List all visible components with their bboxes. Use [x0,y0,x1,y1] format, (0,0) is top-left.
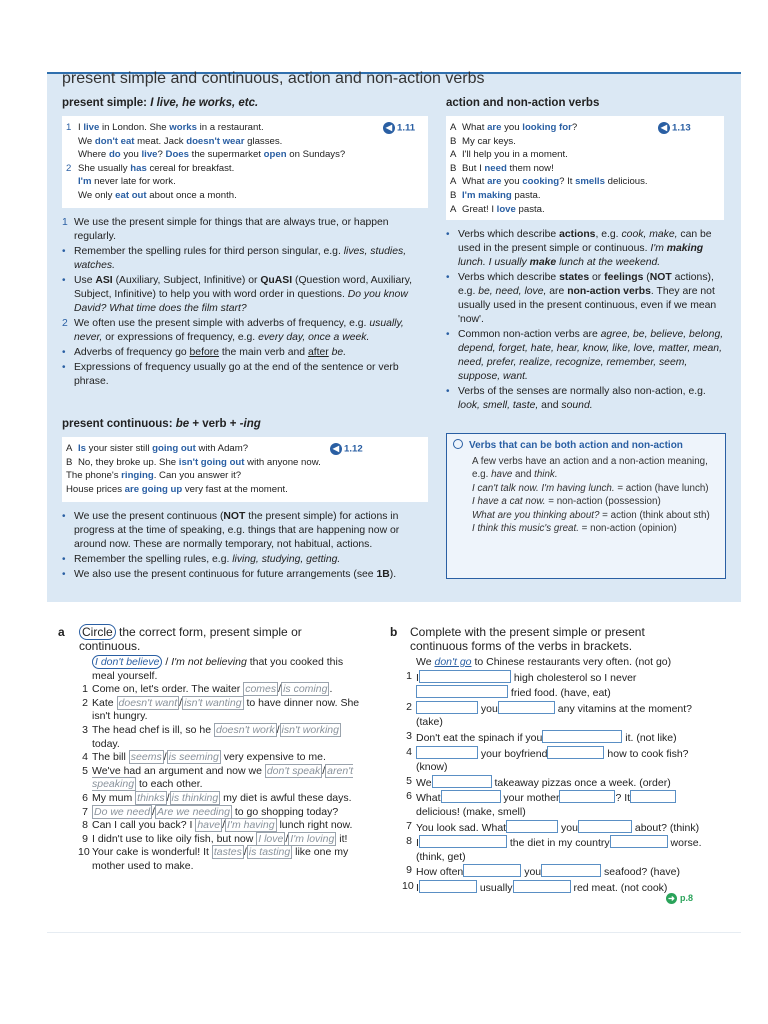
exercise-a-item: 9 I didn't use to like oily fish, but now I love / I'm loving it! [82,832,348,845]
option-2[interactable]: is seeming [168,751,219,764]
option-2[interactable]: isn't working [281,723,339,736]
present-continuous-rules [62,510,430,583]
present-continuous-heading: present continuous: be + verb + -ing [62,418,261,430]
option-2[interactable]: is thinking [171,791,219,804]
option-1[interactable]: have [197,819,221,832]
example-line: We don't eat meat. Jack doesn't wear glasses. [78,135,283,147]
option-1[interactable]: don't speak [266,764,321,777]
rule-item: 1 We use the present simple for things that are always true, or happen regularly. [62,217,389,242]
exercise-b-instructions: b Complete with the present simple or present continuous forms of the verbs in brackets. [390,625,645,654]
example-line: A Is your sister still going out with Adam? [66,443,249,454]
answer-blank[interactable] [547,746,604,759]
exercise-a-instructions: a Circle the correct form, present simple or continuous. [58,625,302,654]
info-box-action-non-action [446,433,726,579]
audio-track-1-12[interactable]: ◀ 1.12 [330,443,363,455]
answer-blank[interactable] [498,701,555,714]
answer-blank[interactable] [610,835,668,848]
exercise-b-item: 9 How often you seafood? (have) [406,864,680,879]
exercise-b-items [402,656,702,896]
exercise-a-item: 6 My mum thinks / is thinking my diet is awful these days. [82,791,352,804]
speaker-icon: ◀ [658,122,670,134]
exercise-a-item: 2 Kate doesn't want / isn't wanting to have dinner now. She isn't hungry. [82,696,360,723]
option-1[interactable]: tastes [213,846,242,859]
exercise-a-items [78,656,368,874]
present-simple-examples [66,121,345,203]
answer-blank[interactable] [559,790,615,803]
example-line: We only eat out about once a month. [78,189,237,201]
exercise-a-item: 4 The bill seems / is seeming very expensive to me. [82,751,326,764]
exercise-a-item: 10 Your cake is wonderful! It tastes / is tasting like one my mother used to make. [78,846,349,872]
example-line: B I'm making pasta. [450,189,541,201]
arrow-right-icon: ➜ [666,893,677,904]
option-2[interactable]: is tasting [248,846,291,859]
answer-blank[interactable] [541,864,601,877]
option-1[interactable]: thinks [137,791,165,804]
option-2[interactable]: I'm having [227,819,275,832]
option-1[interactable]: comes [245,683,277,696]
example-line: A I'll help you in a moment. [450,149,568,161]
option-2[interactable]: isn't wanting [184,696,242,709]
answer-blank[interactable] [441,790,501,803]
rule-item: • Verbs which describe actions, e.g. cook, make, can be used in the present simple or continuous. I'm making lunch. I usually make lunch at the weekend. [446,229,712,268]
exercise-a-example: I don't believe / I'm not believing that you cooked this meal yourself. [92,656,344,682]
exercise-b-item: 7 You look sad. What you about? (think) [406,819,700,834]
exercise-b-item: 5 We takeaway pizzas once a week. (order) [406,774,671,789]
example-line: I'm never late for work. [78,176,176,188]
answer-blank[interactable] [578,820,632,833]
answer-blank[interactable] [416,701,478,714]
example-line: A What are you cooking? It smells delicious. [450,176,648,188]
exercise-a-item: 7 Do we need / Are we needing to go shopping today? [82,805,339,818]
page-divider [47,932,741,933]
rule-item: 2 We often use the present simple with adverbs of frequency, e.g. usually, never, or expressions of frequency, e.g. every day, once a week. [62,318,404,343]
page-reference-link[interactable]: ➜ p.8 [666,893,693,904]
present-simple-rules [62,216,430,390]
exercise-b-item: 10 I usually red meat. (not cook) [402,879,668,894]
info-box-title: Verbs that can be both action and non-action [453,439,683,451]
exercise-b-item: 2 you any vitamins at the moment? (take) [406,700,693,729]
answer-blank[interactable] [416,746,478,759]
answer-blank[interactable] [419,670,511,683]
present-continuous-examples [66,442,321,496]
rule-item: • Use ASI (Auxiliary, Subject, Infinitive) or QuASI (Question word, Auxiliary, Subject, Infinitive) to help you with word order in questions. Do you know David? What time does the film start? [62,275,413,314]
answer-blank[interactable] [630,790,676,803]
example-line: A What are you looking for? [450,122,578,133]
rule-item: • Verbs which describe states or feelings (NOT actions), e.g. be, need, love, are non-action verbs. They are not usually used in the present continuous, even if we mean 'now'. [446,272,717,325]
speaker-icon: ◀ [330,443,342,455]
option-1[interactable]: Do we need [94,805,151,818]
exercise-b-item: 6 What your mother ? It delicious! (make, smell) [402,790,702,819]
example-line: A Great! I love pasta. [450,203,545,215]
answer-blank[interactable] [419,880,477,893]
answer-blank[interactable] [506,820,558,833]
example-line: House prices are going up very fast at the moment. [66,483,288,495]
example-line: 1 I live in London. She works in a restaurant. [66,122,264,133]
option-1[interactable]: I love [258,832,284,845]
magnifier-icon [453,439,463,449]
example-line: 2 She usually has cereal for breakfast. [66,162,235,174]
present-simple-heading: present simple: I live, he works, etc. [62,97,259,109]
action-verbs-rules [446,228,724,414]
option-2[interactable]: Are we needing [156,805,230,818]
rule-item: • Expressions of frequency usually go at the end of the sentence or verb phrase. [62,362,399,387]
rule-item: • Common non-action verbs are agree, be, believe, belong, depend, forget, hate, hear, know, like, love, matter, mean, need, prefer, realize, recognize, remember, seem, suppose, want. [446,329,724,382]
rule-item: • Verbs of the senses are normally also non-action, e.g. look, smell, taste, and sound. [446,386,706,411]
example-line: B My car keys. [450,135,516,147]
example-line: B No, they broke up. She isn't going out with anyone now. [66,456,321,468]
option-1[interactable]: doesn't work [216,723,275,736]
example-line: The phone's ringing. Can you answer it? [66,470,242,482]
rule-item: • Remember the spelling rules, e.g. living, studying, getting. [62,554,341,565]
rule-item: • We also use the present continuous for future arrangements (see 1B). [62,569,397,580]
exercise-b-item: 4 your boyfriend how to cook fish? (know) [406,745,689,774]
exercise-a-item: 5 We've had an argument and now we don't speak / aren't speaking to each other. [82,764,354,791]
option-1[interactable]: doesn't want [118,696,178,709]
answer-blank[interactable] [416,685,508,698]
exercise-b-example: We don't go to Chinese restaurants very often. (not go) [416,656,672,668]
exercise-b-item: 1 I high cholesterol so I never fried food. (have, eat) [406,669,637,700]
option-2[interactable]: I'm loving [290,832,335,845]
exercise-a-item: 8 Can I call you back? I have / I'm having lunch right now. [82,819,353,832]
example-line: Where do you live? Does the supermarket open on Sundays? [78,149,346,161]
speaker-icon: ◀ [383,122,395,134]
answer-blank[interactable] [542,730,622,743]
exercise-b-item: 3 Don't eat the spinach if you it. (not like) [406,729,677,744]
answer-blank[interactable] [419,835,507,848]
rule-item: • We use the present continuous (NOT the present simple) for actions in progress at the time of speaking, e.g. things that are happening now or around now. These are normally temporary, not habitual, actions. [62,511,400,550]
example-line: B But I need them now! [450,162,554,174]
action-examples [450,121,648,216]
action-verbs-heading: action and non-action verbs [446,97,600,109]
exercise-a-item: 1 Come on, let's order. The waiter comes / is coming . [82,683,333,696]
audio-track-1-13[interactable]: ◀ 1.13 [658,122,691,134]
answer-blank[interactable] [513,880,571,893]
answer-blank[interactable] [432,775,492,788]
option-1[interactable]: seems [130,751,162,764]
audio-track-1-11[interactable]: ◀ 1.11 [383,122,415,134]
exercise-a-item: 3 The head chef is ill, so he doesn't work / isn't working today. [82,723,339,750]
rule-item: • Adverbs of frequency go before the main verb and after be. [62,347,347,358]
rule-item: • Remember the spelling rules for third person singular, e.g. lives, studies, watches. [62,246,407,271]
option-2[interactable]: is coming [283,683,328,696]
option-2[interactable]: aren't speaking [92,764,354,791]
exercise-b-item: 8 I the diet in my country worse. (think, get) [406,835,702,863]
answer-blank[interactable] [463,864,521,877]
page-title: present simple and continuous, action and non-action verbs [62,70,485,87]
info-box-text: A few verbs have an action and a non-action meaning, e.g. have and think. I can't talk now. I'm having lunch. = action (have lunch) I have a cat now. = non-action (possession) What are you thinking about? = action (think about sth) I think this music's great. = non-action (opinion) [472,456,710,535]
